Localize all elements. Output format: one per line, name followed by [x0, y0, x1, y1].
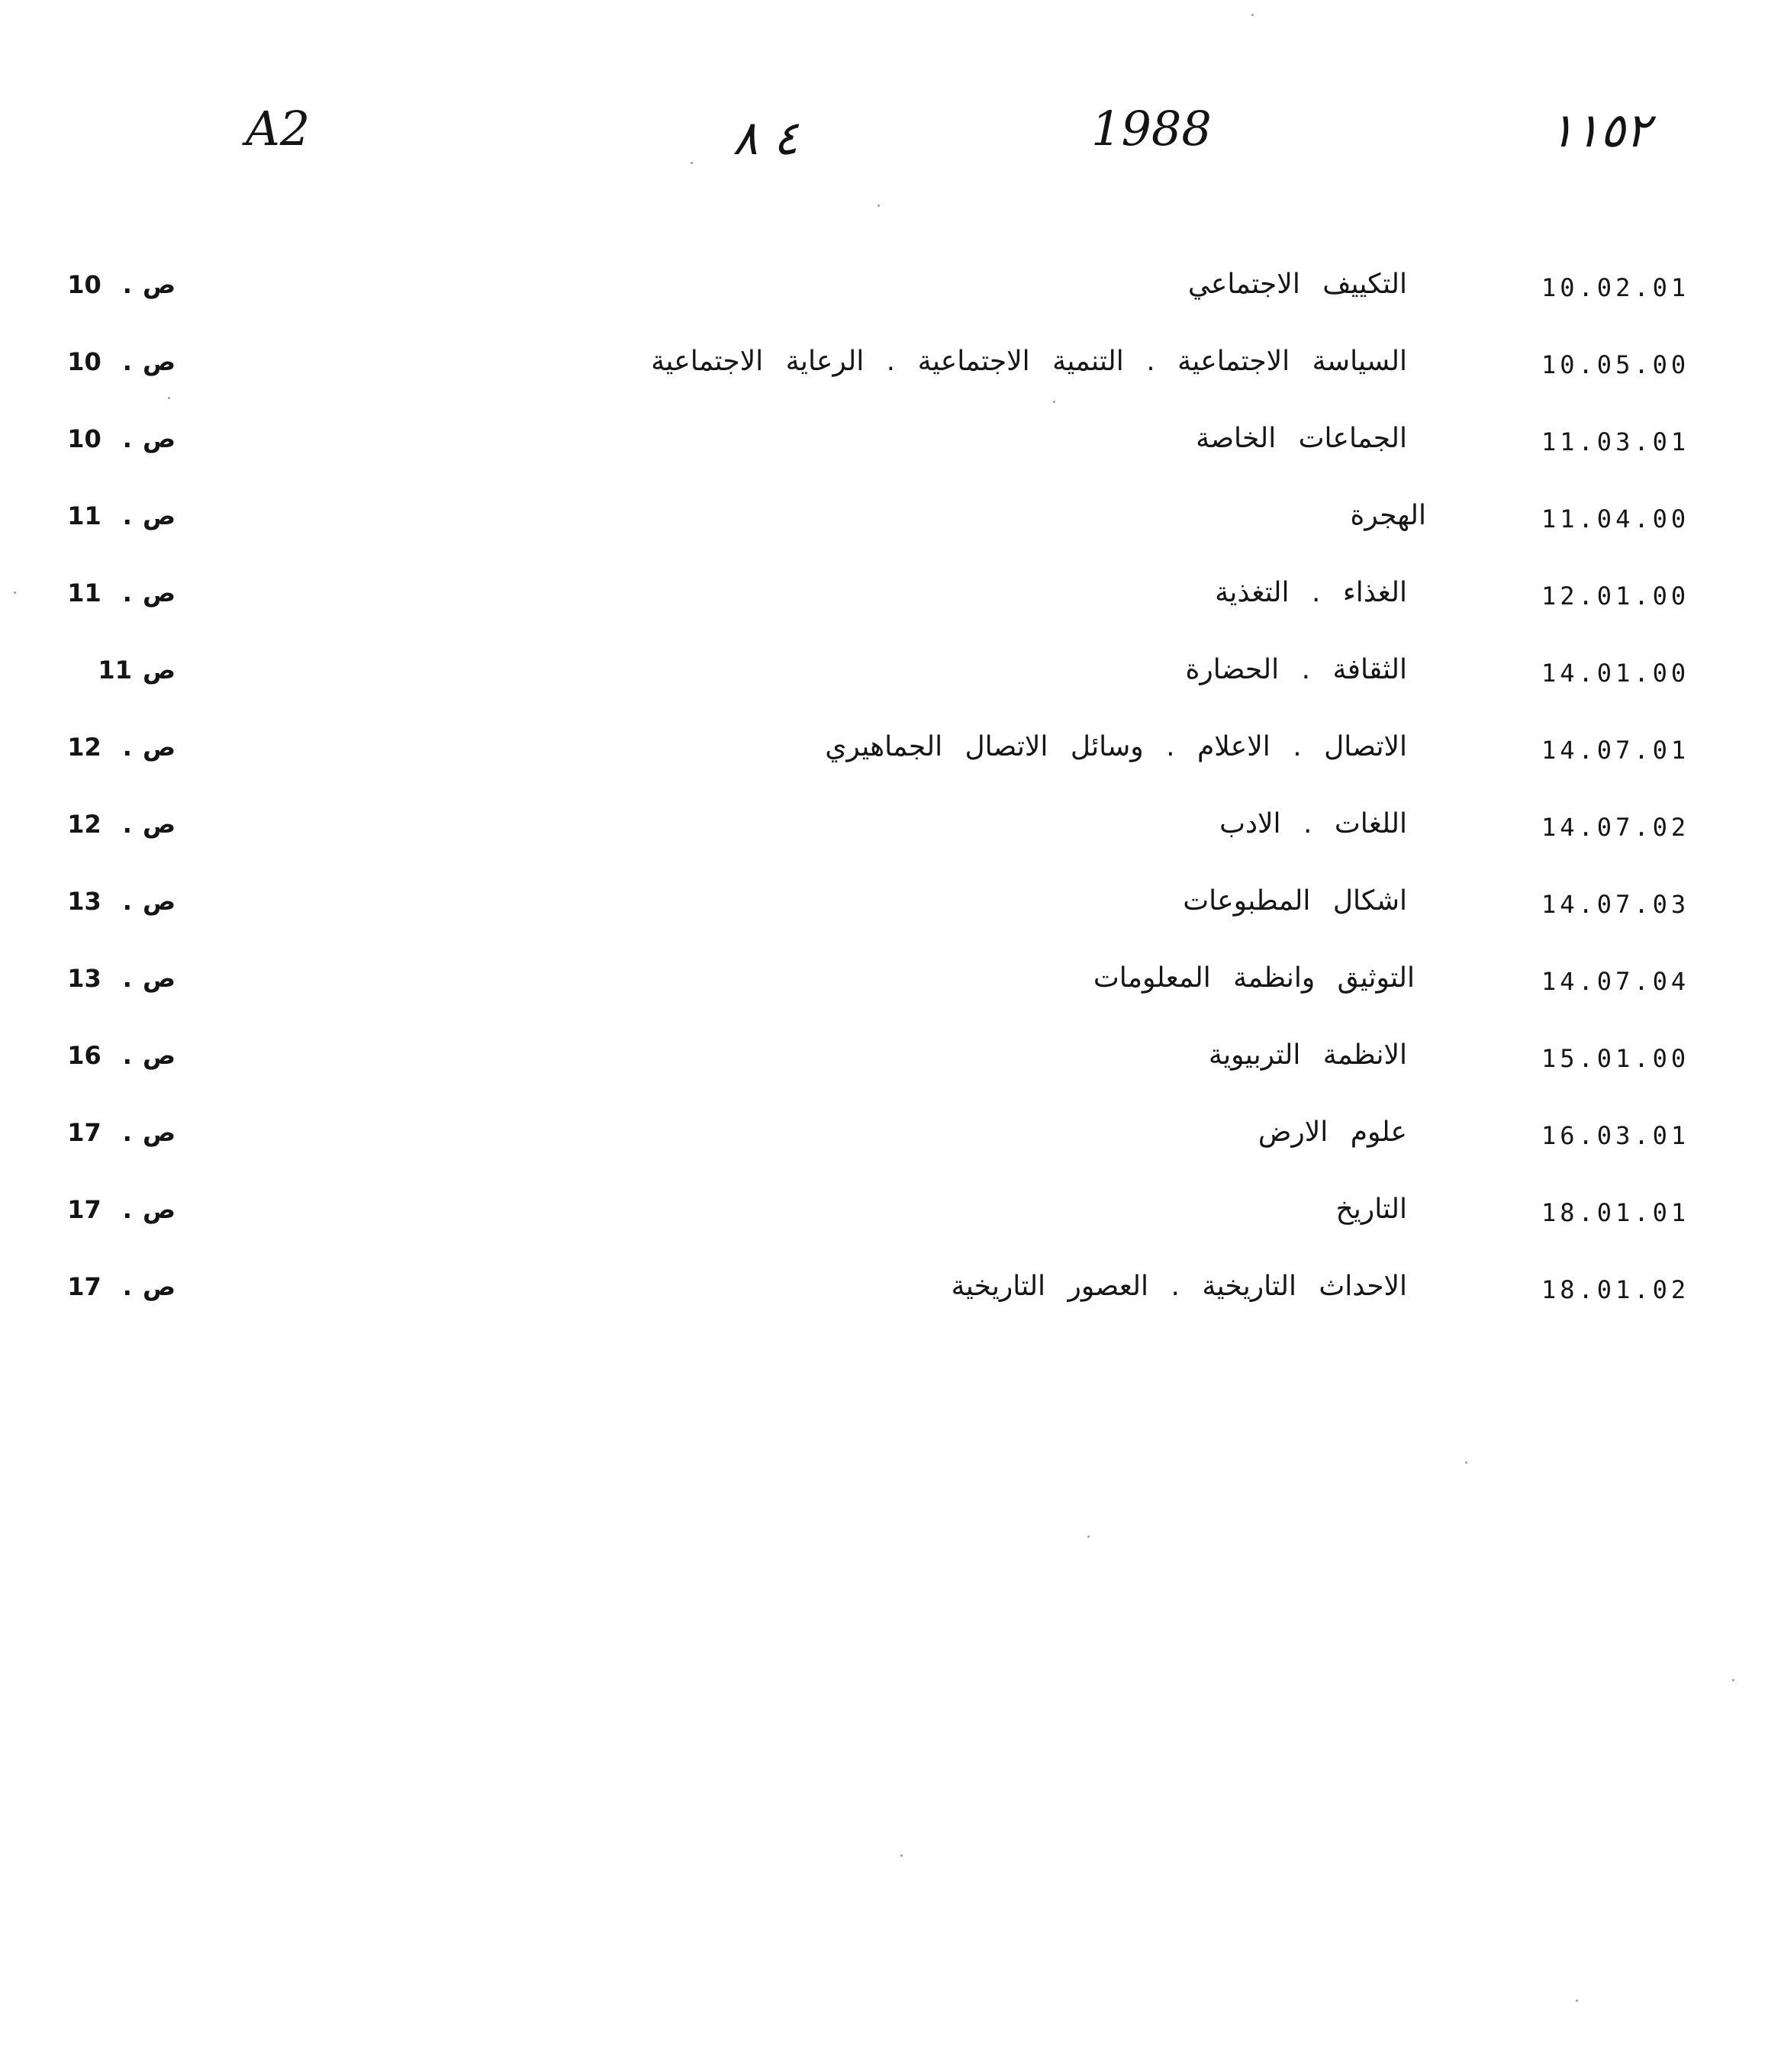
page-separator: . — [122, 1041, 132, 1070]
page-number: 11 — [98, 656, 132, 685]
scan-speck — [1465, 1461, 1467, 1464]
page-separator: . — [122, 810, 132, 839]
classification-code: 18.01.02 — [1541, 1275, 1690, 1304]
page-reference — [46, 578, 176, 607]
subject-title: التوثيق وانظمة المعلومات — [1093, 962, 1415, 994]
page-reference — [46, 1195, 176, 1224]
scan-speck — [1053, 401, 1055, 403]
page-prefix: ص — [142, 347, 176, 376]
index-row — [0, 807, 1781, 852]
page-separator: . — [122, 424, 132, 453]
subject-title: اشكال المطبوعات — [1183, 885, 1407, 917]
page-prefix: ص — [142, 1041, 176, 1070]
page-number: 13 — [67, 887, 101, 916]
page-reference — [46, 347, 176, 376]
page-number: 10 — [67, 347, 101, 376]
classification-code: 14.07.01 — [1541, 736, 1690, 765]
handwritten-reference-mark: A2 — [246, 101, 311, 156]
page-number: 13 — [67, 964, 101, 993]
page-reference — [46, 810, 176, 839]
page-separator: . — [122, 1272, 132, 1301]
page-number: 17 — [67, 1118, 101, 1147]
page-separator: . — [122, 887, 132, 916]
page-prefix: ص — [142, 270, 176, 299]
scan-speck — [168, 397, 170, 399]
page-separator: . — [122, 1195, 132, 1224]
classification-code: 11.04.00 — [1541, 504, 1690, 533]
handwritten-code-mark: ١١٥٢ — [1549, 102, 1651, 158]
index-row — [0, 730, 1781, 775]
index-row — [0, 1192, 1781, 1238]
subject-title: الجماعات الخاصة — [1196, 423, 1407, 454]
page-number: 16 — [67, 1041, 101, 1070]
page-prefix: ص — [142, 964, 176, 993]
scan-speck — [14, 591, 16, 594]
index-row — [0, 267, 1781, 313]
index-row — [0, 1038, 1781, 1084]
page-number: 11 — [67, 501, 101, 530]
subject-title: الاحداث التاريخية . العصور التاريخية — [951, 1271, 1407, 1302]
page-separator: . — [122, 1118, 132, 1147]
index-row — [0, 884, 1781, 930]
subject-title: الغذاء . التغذية — [1215, 577, 1407, 608]
handwritten-number-mark: ٤ ٨ — [733, 110, 799, 166]
scan-speck — [1087, 1535, 1090, 1538]
classification-code: 10.05.00 — [1541, 350, 1690, 379]
index-row — [0, 1115, 1781, 1161]
page-number: 10 — [67, 424, 101, 453]
page-reference — [46, 270, 176, 299]
page-number: 17 — [67, 1272, 101, 1301]
classification-code: 11.03.01 — [1541, 427, 1690, 456]
classification-code: 14.07.04 — [1541, 967, 1690, 996]
subject-title: الانظمة التربيوية — [1208, 1039, 1407, 1071]
index-row — [0, 421, 1781, 467]
scan-speck — [1576, 1999, 1578, 2002]
subject-title: علوم الارض — [1258, 1117, 1407, 1148]
index-row — [0, 1269, 1781, 1315]
scan-speck — [1251, 14, 1254, 16]
index-row — [0, 961, 1781, 1007]
page-prefix: ص — [142, 1118, 176, 1147]
subject-title: الثقافة . الحضارة — [1185, 654, 1407, 685]
index-row — [0, 575, 1781, 621]
index-row — [0, 498, 1781, 544]
page-reference — [46, 1118, 176, 1147]
page-separator: . — [122, 501, 132, 530]
page-prefix: ص — [142, 733, 176, 762]
scan-speck — [1732, 1679, 1734, 1681]
page-reference — [46, 1272, 176, 1301]
classification-code: 14.07.03 — [1541, 890, 1690, 919]
page-reference — [46, 1041, 176, 1070]
classification-code: 15.01.00 — [1541, 1044, 1690, 1073]
page-separator: . — [122, 964, 132, 993]
page-reference — [46, 733, 176, 762]
page-number: 12 — [67, 810, 101, 839]
page-prefix: ص — [142, 887, 176, 916]
page-separator: . — [122, 733, 132, 762]
subject-title: التاريخ — [1335, 1194, 1407, 1225]
page-prefix: ص — [142, 1272, 176, 1301]
classification-code: 16.03.01 — [1541, 1121, 1690, 1150]
page-prefix: ص — [142, 424, 176, 453]
scan-speck — [691, 162, 693, 164]
page-prefix: ص — [142, 501, 176, 530]
index-row — [0, 653, 1781, 698]
page-prefix: ص — [142, 656, 176, 685]
subject-title: السياسة الاجتماعية . التنمية الاجتماعية . الرعاية الاجتماعية — [651, 346, 1407, 377]
classification-code: 14.07.02 — [1541, 813, 1690, 842]
classification-code: 12.01.00 — [1541, 582, 1690, 611]
page-reference — [46, 424, 176, 453]
page-separator: . — [122, 347, 132, 376]
page-reference — [46, 656, 176, 685]
page-number: 12 — [67, 733, 101, 762]
index-row — [0, 344, 1781, 390]
subject-title: الهجرة — [1350, 500, 1426, 531]
subject-title: التكييف الاجتماعي — [1187, 269, 1407, 300]
page-prefix: ص — [142, 578, 176, 607]
subject-title: الاتصال . الاعلام . وسائل الاتصال الجماهيري — [825, 731, 1407, 762]
page-separator: . — [122, 270, 132, 299]
scan-speck — [878, 205, 880, 207]
page-separator: . — [122, 578, 132, 607]
page-reference — [46, 501, 176, 530]
page-number: 11 — [67, 578, 101, 607]
scan-speck — [900, 1854, 903, 1857]
page-number: 17 — [67, 1195, 101, 1224]
classification-code: 14.01.00 — [1541, 659, 1690, 688]
classification-code: 10.02.01 — [1541, 273, 1690, 302]
classification-code: 18.01.01 — [1541, 1198, 1690, 1227]
page-prefix: ص — [142, 1195, 176, 1224]
page-prefix: ص — [142, 810, 176, 839]
subject-title: اللغات . الادب — [1219, 808, 1407, 839]
handwritten-year-mark: 1988 — [1091, 101, 1212, 156]
page-reference — [46, 887, 176, 916]
page-reference — [46, 964, 176, 993]
page-number: 10 — [67, 270, 101, 299]
